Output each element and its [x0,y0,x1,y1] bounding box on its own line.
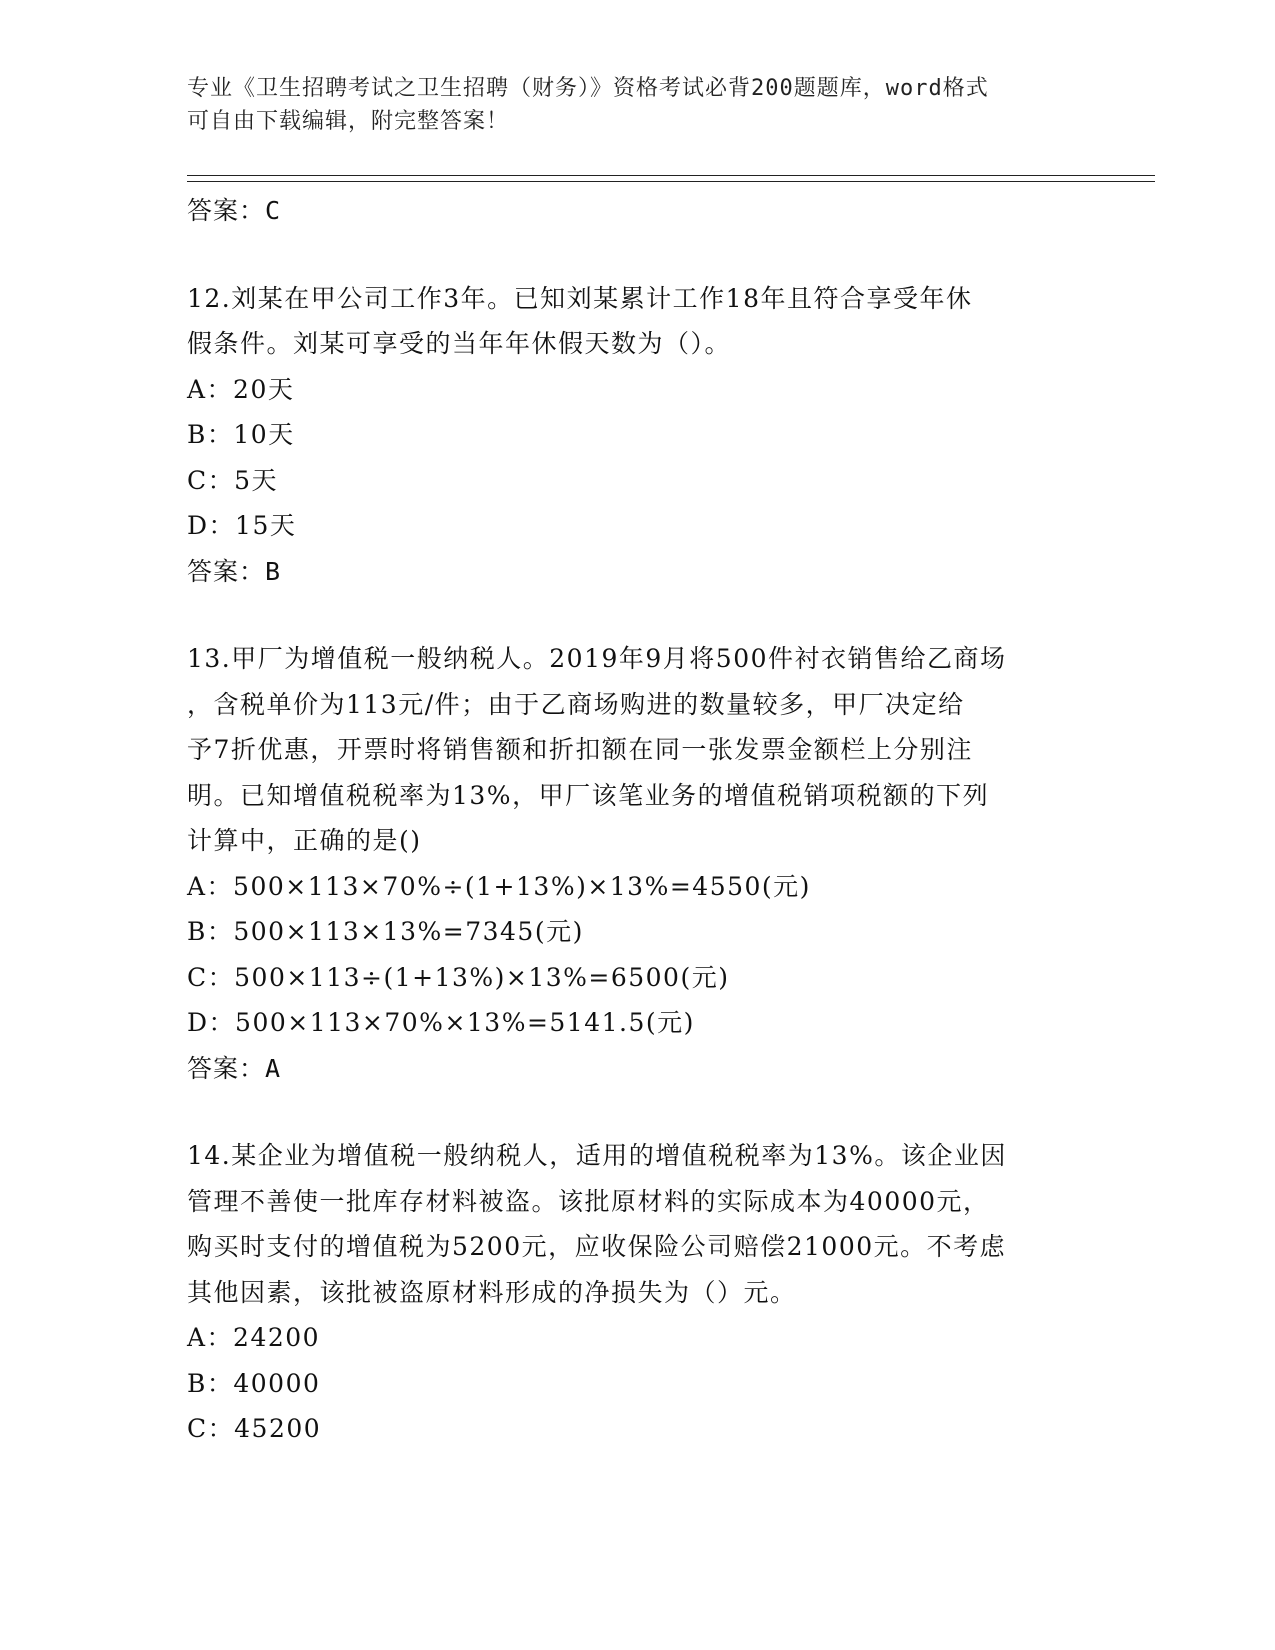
header-title-line-2: 可自由下载编辑，附完整答案！ [187,109,510,134]
question-stem-line: 明。已知增值税税率为13%，甲厂该笔业务的增值税销项税额的下列 [187,780,990,810]
question-13 [187,636,1087,1091]
header-divider-top [187,175,1155,176]
option-b: B：40000 [187,1368,321,1398]
spacer [187,234,1087,276]
question-stem-line: 管理不善使一批库存材料被盗。该批原材料的实际成本为40000元， [187,1186,990,1216]
option-b: B：10天 [187,420,295,449]
question-14 [187,1133,1087,1452]
question-stem-line: 予7折优惠，开票时将销售额和折扣额在同一张发票金额栏上分别注 [187,735,973,764]
option-c: C：5天 [187,465,279,495]
question-stem-line: 12.刘某在甲公司工作3年。已知刘某累计工作18年且符合享受年休 [187,283,973,313]
answer-label: 答案：B [187,556,282,586]
question-12 [187,276,1087,595]
option-d: D：500×113×70%×13%=5141.5(元) [187,1008,695,1037]
header-title-line-1: 专业《卫生招聘考试之卫生招聘（财务）》资格考试必背200题题库，word格式 [187,76,989,101]
option-d: D：15天 [187,511,297,540]
question-stem-line: 购买时支付的增值税为5200元，应收保险公司赔偿21000元。不考虑 [187,1232,1007,1261]
option-b: B：500×113×13%=7345(元) [187,917,584,946]
option-a: A：20天 [187,374,295,404]
question-stem-line: 计算中，正确的是() [187,826,422,855]
question-stem-line: 假条件。刘某可享受的当年年休假天数为（）。 [187,329,732,358]
spacer [187,1091,1087,1133]
option-c: C：500×113÷(1+13%)×13%=6500(元) [187,962,730,992]
option-a: A：500×113×70%÷(1+13%)×13%=4550(元) [187,871,811,901]
option-a: A：24200 [187,1323,321,1352]
answer-label: 答案：A [187,1053,282,1083]
question-stem-line: 其他因素，该批被盗原材料形成的净损失为（）元。 [187,1277,797,1307]
question-stem-line: 13.甲厂为增值税一般纳税人。2019年9月将500件衬衣销售给乙商场 [187,644,1007,673]
question-stem-line: ，含税单价为113元/件；由于乙商场购进的数量较多，甲厂决定给 [187,689,965,719]
question-stem-line: 14.某企业为增值税一般纳税人，适用的增值税税率为13%。该企业因 [187,1141,1007,1170]
header-divider-bottom [187,181,1155,182]
spacer [187,594,1087,636]
document-header [187,72,1067,138]
answer-previous-question: 答案：C [187,196,282,225]
option-c: C：45200 [187,1414,322,1443]
question-list [187,188,1087,1452]
